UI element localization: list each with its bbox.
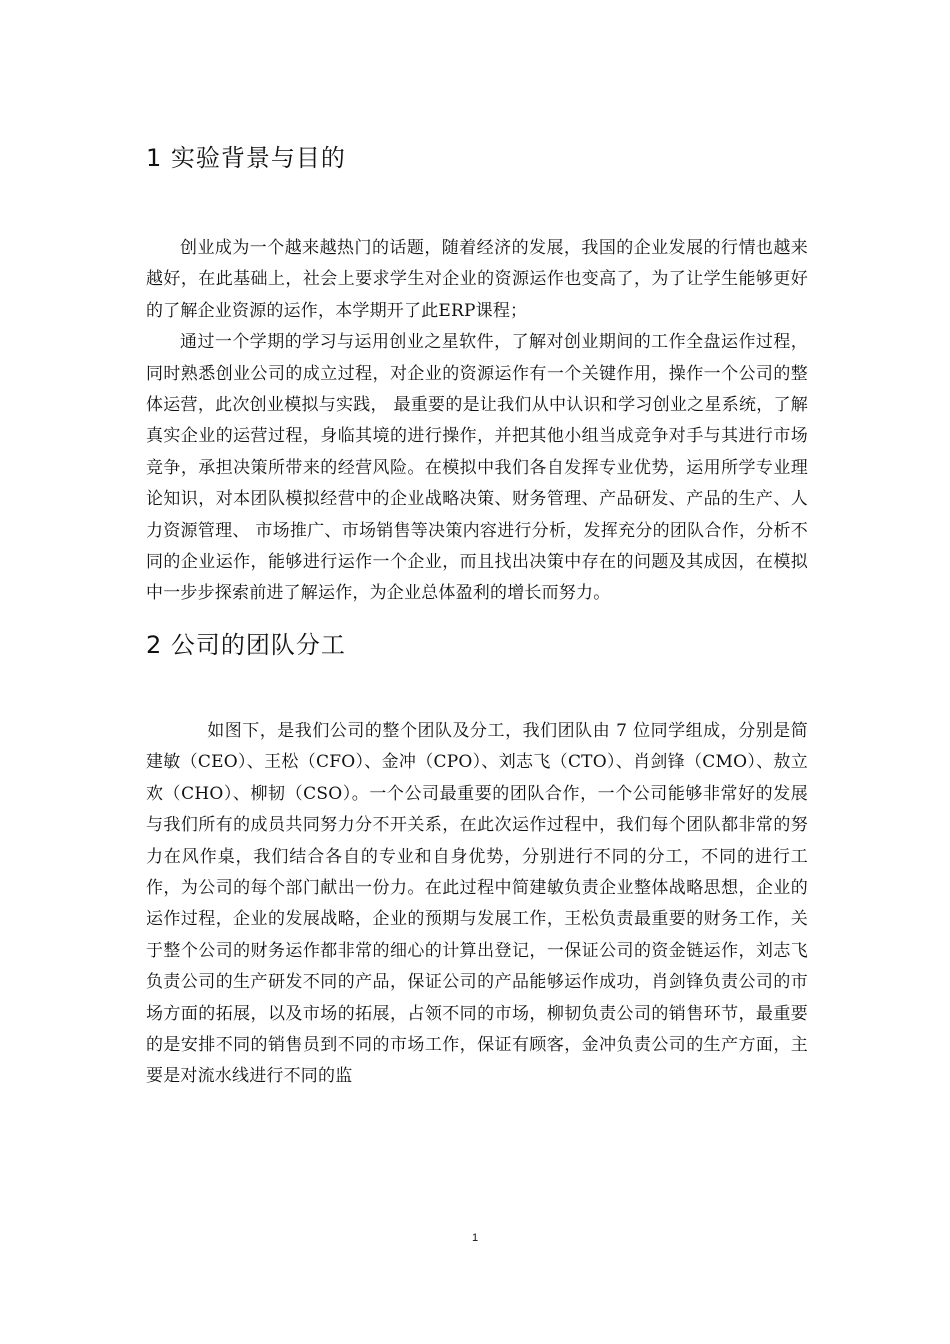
section-1-paragraph-1: 创业成为一个越来越热门的话题，随着经济的发展，我国的企业发展的行情也越来越好，在此基础上，社会上要求学生对企业的资源运作也变高了，为了让学生能够更好的了解企业资源的运作，本学期开了此ERP课程； (146, 238, 808, 321)
section-title-1: 1 实验背景与目的 (146, 144, 346, 172)
section-1-paragraph-2: 通过一个学期的学习与运用创业之星软件，了解对创业期间的工作全盘运作过程，同时熟悉创业公司的成立过程，对企业的资源运作有一个关键作用，操作一个公司的整体运营，此次创业模拟与实践， 最重要的是让我们从中认识和学习创业之星系统，了解真实企业的运营过程，身临其境的进行操作，并把其他小组当成竞争对手与其进行市场竞争，承担决策所带来的经营风险。在模拟中我们各自发挥专业优势，运用所学专业理论知识，对本团队模拟经营中的企业战略决策、财务管理、产品研发、产品的生产、人力资源管理、 市场推广、市场销售等决策内容进行分析，发挥充分的团队合作，分析不同的企业运作，能够进行运作一个企业，而且找出决策中存在的问题及其成因，在模拟中一步步探索前进了解运作，为企业总体盈利的增长而努力。 (146, 332, 808, 604)
section-2-paragraph-1: 如图下，是我们公司的整个团队及分工，我们团队由 7 位同学组成，分别是简建敏（CEO）、王松（CFO）、金冲（CPO）、刘志飞（CTO）、肖剑锋（CMO）、敖立欢（CHO）、柳韧（CSO）。一个公司最重要的团队合作，一个公司能够非常好的发展与我们所有的成员共同努力分不开关系，在此次运作过程中，我们每个团队都非常的努力在风作桌，我们结合各自的专业和自身优势，分别进行不同的分工，不同的进行工作，为公司的每个部门献出一份力。在此过程中简建敏负责企业整体战略思想，企业的运作过程，企业的发展战略，企业的预期与发展工作，王松负责最重要的财务工作，关于整个公司的财务运作都非常的细心的计算出登记，一保证公司的资金链运作，刘志飞负责公司的生产研发不同的产品，保证公司的产品能够运作成功，肖剑锋负责公司的市场方面的拓展，以及市场的拓展，占领不同的市场，柳韧负责公司的销售环节，最重要的是安排不同的销售员到不同的市场工作，保证有顾客，金冲负责公司的生产方面，主要是对流水线进行不同的监 (146, 720, 808, 1087)
section-title-2: 2 公司的团队分工 (146, 630, 346, 659)
page-content (146, 143, 808, 1093)
page-number: 1 (471, 1232, 479, 1244)
